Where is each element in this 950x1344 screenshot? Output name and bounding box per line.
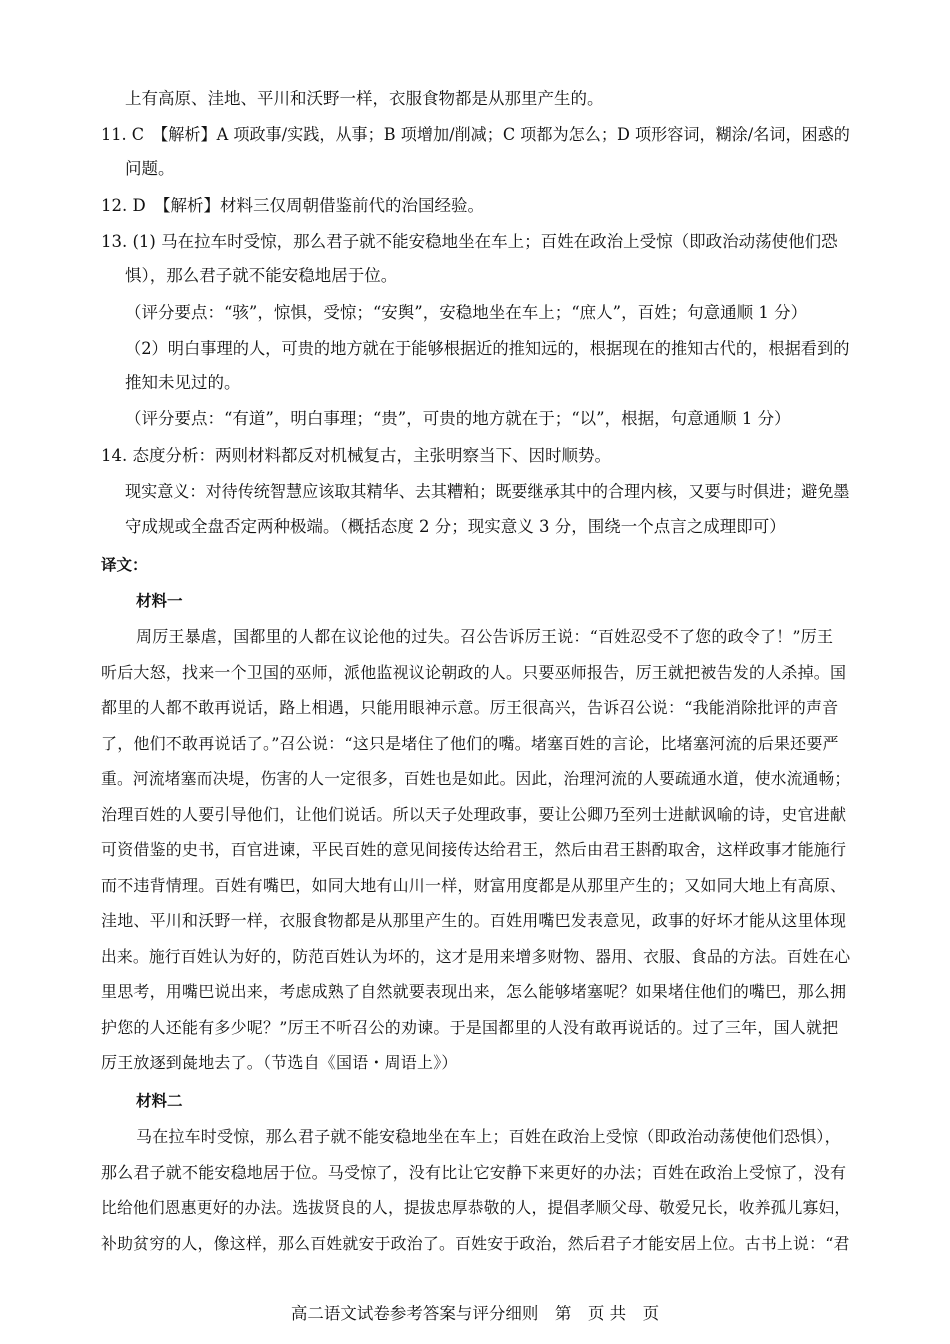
material-1-line: 了，他们不敢再说话了。”召公说：“这只是堵住了他们的嘴。堵塞百姓的言论，比堵塞河流的后果还要严 xyxy=(101,734,839,753)
material-1-line: 周厉王暴虐，国都里的人都在议论他的过失。召公告诉厉王说：“百姓忍受不了您的政令了！”厉王 xyxy=(136,627,834,646)
answer-continuation-line: 上有高原、洼地、平川和沃野一样，衣服食物都是从那里产生的。 xyxy=(125,89,604,108)
answer-13-1-scoring: （评分要点：“骇”，惊惧，受惊；“安舆”，安稳地坐在车上；“庶人”，百姓；句意通顺 1 分） xyxy=(125,303,808,322)
answer-11-line-2: 问题。 xyxy=(125,159,175,178)
material-2-line: 比给他们恩惠更好的办法。选拔贤良的人，提拔忠厚恭敬的人，提倡孝顺父母、敬爱兄长，收养孤儿寡妇， xyxy=(101,1198,851,1217)
material-1-line: 而不违背情理。百姓有嘴巴，如同大地有山川一样，财富用度都是从那里产生的；又如同大地上有高原、 xyxy=(101,876,847,895)
answer-14-line-2: 现实意义：对待传统智慧应该取其精华、去其糟粕；既要继承其中的合理内核，又要与时俱进；避免墨 xyxy=(125,482,850,501)
translation-heading: 译文： xyxy=(101,556,148,574)
material-1-title: 材料一 xyxy=(136,592,183,610)
material-2-line: 马在拉车时受惊，那么君子就不能安稳地坐在车上；百姓在政治上受惊（即政治动荡使他们恐惧）， xyxy=(136,1127,841,1146)
material-1-line: 洼地、平川和沃野一样，衣服食物都是从那里产生的。百姓用嘴巴发表意见，政事的好坏才能从这里体现 xyxy=(101,911,847,930)
material-1-line: 都里的人都不敢再说话，路上相遇，只能用眼神示意。厉王很高兴，告诉召公说：“我能消除批评的声音 xyxy=(101,698,839,717)
material-1-line: 里思考，用嘴巴说出来，考虑成熟了自然就要表现出来，怎么能够堵塞呢？如果堵住他们的嘴巴，那么拥 xyxy=(101,982,847,1001)
answer-11-line-1: 11. C 【解析】A 项政事/实践，从事；B 项增加/削减；C 项都为怎么；D 项形容词，糊涂/名词，困惑的 xyxy=(101,125,850,144)
material-1-line: 护您的人还能有多少呢？”厉王不听召公的劝谏。于是国都里的人没有敢再说话的。过了三年，国人就把 xyxy=(101,1018,839,1037)
answer-13-2-line-2: 推知未见过的。 xyxy=(125,373,241,392)
material-2-line: 那么君子就不能安稳地居于位。马受惊了，没有比让它安静下来更好的办法；百姓在政治上受惊了，没有 xyxy=(101,1163,847,1182)
answer-13-1-line-1: 13. (1) 马在拉车时受惊，那么君子就不能安稳地坐在车上；百姓在政治上受惊（即政治动荡使他们恐 xyxy=(101,232,838,251)
material-1-line: 可资借鉴的史书，百官进谏，平民百姓的意见间接传达给君王，然后由君王斟酌取舍，这样政事才能施行 xyxy=(101,840,847,859)
answer-12: 12. D 【解析】材料三仅周朝借鉴前代的治国经验。 xyxy=(101,196,484,215)
answer-13-1-line-2: 惧），那么君子就不能安稳地居于位。 xyxy=(125,266,398,285)
material-1-line: 重。河流堵塞而决堤，伤害的人一定很多，百姓也是如此。因此，治理河流的人要疏通水道，使水流通畅； xyxy=(101,769,851,788)
answer-13-2-line-1: （2）明白事理的人，可贵的地方就在于能够根据近的推知远的，根据现在的推知古代的，根据看到的 xyxy=(125,339,850,358)
answer-14-line-3: 守成规或全盘否定两种极端。（概括态度 2 分；现实意义 3 分，围绕一个点言之成理即可） xyxy=(125,517,786,536)
material-1-line: 治理百姓的人要引导他们，让他们说话。所以天子处理政事，要让公卿乃至列士进献讽喻的诗，史官进献 xyxy=(101,805,847,824)
page-footer: 高二语文试卷参考答案与评分细则 第 页 共 页 xyxy=(290,1304,660,1323)
material-2-line: 补助贫穷的人，像这样，那么百姓就安于政治了。百姓安于政治，然后君子才能安居上位。古书上说：“君 xyxy=(101,1234,850,1253)
answer-13-2-scoring: （评分要点：“有道”，明白事理；“贵”，可贵的地方就在于；“以”，根据，句意通顺 1 分） xyxy=(125,409,791,428)
answer-14-line-1: 14. 态度分析：两则材料都反对机械复古，主张明察当下、因时顺势。 xyxy=(101,446,611,465)
material-2-title: 材料二 xyxy=(136,1092,183,1110)
material-1-line: 出来。施行百姓认为好的，防范百姓认为坏的，这才是用来增多财物、器用、衣服、食品的方法。百姓在心 xyxy=(101,947,851,966)
material-1-line: 厉王放逐到彘地去了。（节选自《国语・周语上》） xyxy=(101,1053,458,1072)
material-1-line: 听后大怒，找来一个卫国的巫师，派他监视议论朝政的人。只要巫师报告，厉王就把被告发的人杀掉。国 xyxy=(101,663,847,682)
